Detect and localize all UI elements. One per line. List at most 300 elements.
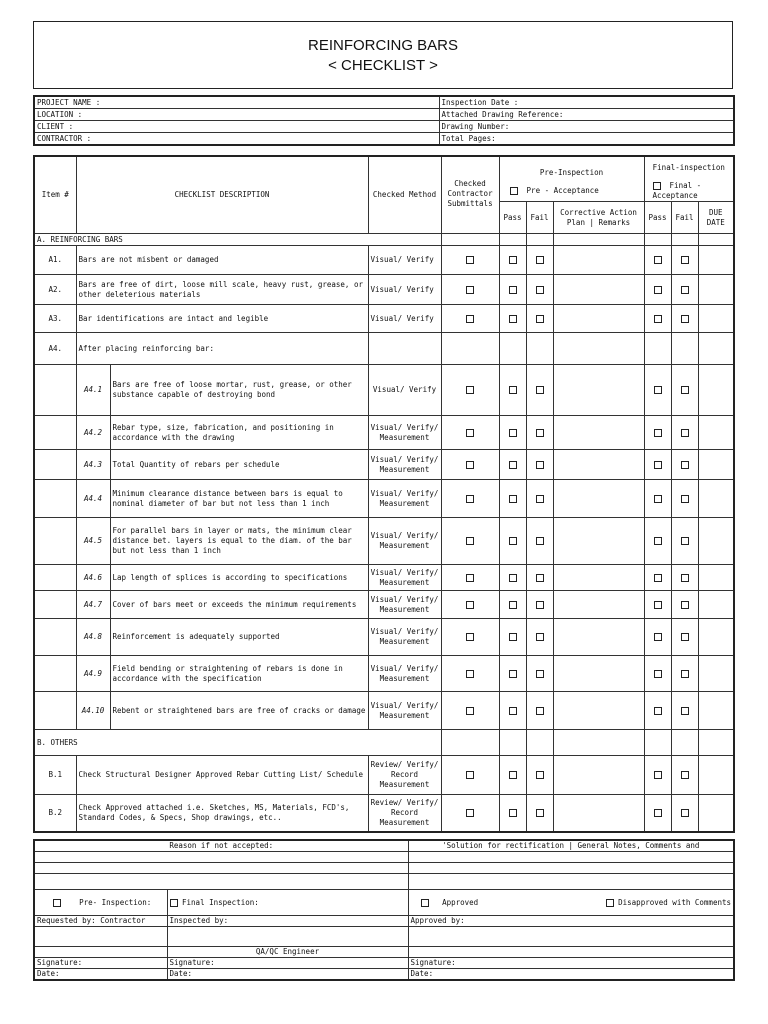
checkbox-icon[interactable] — [536, 537, 544, 545]
check-cell[interactable] — [644, 416, 671, 450]
checkbox-icon[interactable] — [466, 461, 474, 469]
item-number: A1. — [34, 246, 76, 275]
pre-inspection-option-label: Pre- Inspection: — [79, 897, 152, 907]
item-method: Visual/ Verify/ Measurement — [368, 692, 441, 730]
checkbox-icon[interactable] — [466, 429, 474, 437]
check-cell[interactable] — [526, 275, 553, 305]
checkbox-icon[interactable] — [681, 574, 689, 582]
checkbox-icon[interactable] — [654, 461, 662, 469]
corrective-cell[interactable] — [553, 275, 644, 305]
table-row — [34, 275, 734, 305]
checkbox-icon[interactable] — [466, 574, 474, 582]
check-cell[interactable] — [526, 480, 553, 518]
item-number: A4.9 — [76, 656, 110, 692]
checkbox-icon[interactable] — [681, 315, 689, 323]
table-row — [34, 795, 734, 832]
checkbox-icon[interactable] — [509, 537, 517, 545]
approved-by: Approved by: — [408, 916, 734, 927]
checkbox-icon[interactable] — [466, 495, 474, 503]
item-number: A4. — [34, 333, 76, 365]
check-cell[interactable] — [499, 591, 526, 619]
due-date-cell[interactable] — [698, 305, 734, 333]
check-cell[interactable] — [499, 756, 526, 795]
signature-approver[interactable]: Signature: — [408, 958, 734, 969]
checkbox-icon[interactable] — [536, 286, 544, 294]
item-method: Visual/ Verify/ Measurement — [368, 619, 441, 656]
item-description: Bars are not misbent or damaged — [76, 246, 368, 275]
item-method: Visual/ Verify/ Measurement — [368, 656, 441, 692]
check-cell[interactable] — [441, 565, 499, 591]
checkbox-icon[interactable] — [536, 633, 544, 641]
table-row — [34, 480, 734, 518]
checkbox-icon[interactable] — [466, 670, 474, 678]
info-total-pages: Total Pages: — [439, 133, 734, 146]
checkbox-icon[interactable] — [466, 256, 474, 264]
checkbox-icon[interactable] — [681, 771, 689, 779]
header-due-date: DUE DATE — [698, 202, 734, 234]
checkbox-icon[interactable] — [681, 461, 689, 469]
checkbox-icon[interactable] — [654, 809, 662, 817]
header-submittals: Checked Contractor Submittals — [441, 156, 499, 234]
check-cell[interactable] — [526, 619, 553, 656]
check-cell[interactable] — [644, 619, 671, 656]
item-number: A4.1 — [76, 365, 110, 416]
checkbox-icon[interactable] — [509, 809, 517, 817]
corrective-cell[interactable] — [553, 518, 644, 565]
item-number: A3. — [34, 305, 76, 333]
checkbox-icon[interactable] — [509, 574, 517, 582]
info-contractor: CONTRACTOR : — [34, 133, 439, 146]
check-cell[interactable] — [441, 518, 499, 565]
checkbox-icon[interactable] — [509, 707, 517, 715]
check-cell[interactable] — [644, 480, 671, 518]
checkbox-icon[interactable] — [466, 809, 474, 817]
corrective-cell[interactable] — [553, 619, 644, 656]
checkbox-icon[interactable] — [654, 537, 662, 545]
checkbox-icon[interactable] — [536, 771, 544, 779]
checkbox-icon[interactable] — [536, 256, 544, 264]
item-number: A4.2 — [76, 416, 110, 450]
checkbox-icon[interactable] — [466, 707, 474, 715]
final-acceptance-label: Final - Acceptance — [652, 181, 702, 200]
item-method: Visual/ Verify/ Measurement — [368, 518, 441, 565]
table-row — [34, 591, 734, 619]
checkbox-icon[interactable] — [53, 899, 61, 907]
checkbox-icon[interactable] — [681, 386, 689, 394]
checkbox-icon[interactable] — [536, 670, 544, 678]
item-description: Rebent or straightened bars are free of cracks or damage — [110, 692, 368, 730]
corrective-cell[interactable] — [553, 480, 644, 518]
item-number: B.1 — [34, 756, 76, 795]
table-row — [34, 416, 734, 450]
solution-label: 'Solution for rectification | General Notes, Comments and — [408, 840, 734, 852]
item-description: Minimum clearance distance between bars is equal to nominal diameter of bar but not less than 1 inch — [110, 480, 368, 518]
due-date-cell[interactable] — [698, 275, 734, 305]
checkbox-icon[interactable] — [681, 670, 689, 678]
check-cell[interactable] — [526, 246, 553, 275]
signature-contractor[interactable]: Signature: — [34, 958, 167, 969]
check-cell[interactable] — [671, 692, 698, 730]
checkbox-icon[interactable] — [509, 495, 517, 503]
corrective-cell[interactable] — [553, 591, 644, 619]
item-method: Visual/ Verify — [368, 275, 441, 305]
checkbox-icon[interactable] — [654, 601, 662, 609]
corrective-cell[interactable] — [553, 692, 644, 730]
table-row — [34, 365, 734, 416]
item-method: Visual/ Verify — [368, 365, 441, 416]
corrective-cell[interactable] — [553, 795, 644, 832]
checkbox-icon[interactable] — [654, 670, 662, 678]
checkbox-icon[interactable] — [466, 633, 474, 641]
checkbox-icon[interactable] — [509, 771, 517, 779]
check-cell[interactable] — [671, 365, 698, 416]
check-cell[interactable] — [441, 619, 499, 656]
info-project: PROJECT NAME : — [34, 96, 439, 109]
info-drawing-reference: Attached Drawing Reference: — [439, 109, 734, 121]
table-row — [34, 246, 734, 275]
checkbox-icon[interactable] — [510, 187, 518, 195]
checkbox-icon[interactable] — [170, 899, 178, 907]
inspected-by: Inspected by: — [167, 916, 408, 927]
check-cell[interactable] — [499, 795, 526, 832]
solution-line[interactable] — [408, 863, 734, 874]
due-date-cell[interactable] — [698, 450, 734, 480]
check-cell[interactable] — [526, 518, 553, 565]
check-cell[interactable] — [499, 305, 526, 333]
checkbox-icon[interactable] — [536, 707, 544, 715]
check-cell[interactable] — [526, 305, 553, 333]
check-cell[interactable] — [671, 756, 698, 795]
check-cell[interactable] — [441, 416, 499, 450]
checkbox-icon[interactable] — [466, 286, 474, 294]
approved-space[interactable] — [408, 927, 734, 947]
check-cell[interactable] — [644, 565, 671, 591]
checkbox-icon[interactable] — [509, 256, 517, 264]
checkbox-icon[interactable] — [654, 574, 662, 582]
header-description: CHECKLIST DESCRIPTION — [76, 156, 368, 234]
checkbox-icon[interactable] — [509, 386, 517, 394]
due-date-cell[interactable] — [698, 795, 734, 832]
solution-line[interactable] — [408, 852, 734, 863]
corrective-cell[interactable] — [553, 416, 644, 450]
checkbox-icon[interactable] — [466, 386, 474, 394]
item-description: Check Structural Designer Approved Rebar Cutting List/ Schedule — [76, 756, 368, 795]
check-cell[interactable] — [644, 656, 671, 692]
final-inspection-label: Final-inspection — [652, 163, 725, 172]
checkbox-icon[interactable] — [509, 286, 517, 294]
check-cell[interactable] — [526, 656, 553, 692]
checkbox-icon[interactable] — [654, 495, 662, 503]
checkbox-icon[interactable] — [681, 429, 689, 437]
corrective-cell[interactable] — [553, 365, 644, 416]
table-row — [34, 756, 734, 795]
check-cell[interactable] — [499, 275, 526, 305]
check-cell[interactable] — [644, 795, 671, 832]
check-cell[interactable] — [671, 246, 698, 275]
header-final-inspection — [644, 156, 734, 202]
checkbox-icon[interactable] — [536, 574, 544, 582]
title-box — [33, 21, 733, 89]
item-description: Bar identifications are intact and legible — [76, 305, 368, 333]
checkbox-icon[interactable] — [681, 256, 689, 264]
table-row — [34, 305, 734, 333]
page-subtitle: < CHECKLIST > — [328, 57, 438, 74]
check-cell[interactable] — [441, 692, 499, 730]
page-title: REINFORCING BARS — [307, 37, 458, 54]
pre-acceptance[interactable] — [502, 186, 642, 196]
item-number: B.2 — [34, 795, 76, 832]
corrective-cell[interactable] — [553, 450, 644, 480]
checkbox-icon[interactable] — [681, 633, 689, 641]
check-cell[interactable] — [671, 450, 698, 480]
check-cell[interactable] — [441, 756, 499, 795]
checkbox-icon[interactable] — [654, 256, 662, 264]
check-cell[interactable] — [671, 619, 698, 656]
check-cell[interactable] — [499, 518, 526, 565]
check-cell[interactable] — [644, 305, 671, 333]
check-cell[interactable] — [499, 450, 526, 480]
check-cell[interactable] — [526, 450, 553, 480]
checkbox-icon[interactable] — [654, 286, 662, 294]
due-date-cell[interactable] — [698, 692, 734, 730]
item-method: Review/ Verify/ Record Measurement — [368, 756, 441, 795]
item-description: Cover of bars meet or exceeds the minimum requirements — [110, 591, 368, 619]
check-cell[interactable] — [671, 656, 698, 692]
info-drawing-number: Drawing Number: — [439, 121, 734, 133]
project-info-table — [33, 95, 735, 146]
checklist-table — [33, 155, 735, 833]
info-location: LOCATION : — [34, 109, 439, 121]
item-number: A4.3 — [76, 450, 110, 480]
checkbox-icon[interactable] — [681, 809, 689, 817]
check-cell[interactable] — [441, 795, 499, 832]
check-cell[interactable] — [526, 591, 553, 619]
check-cell[interactable] — [644, 450, 671, 480]
checkbox-icon[interactable] — [509, 429, 517, 437]
check-cell[interactable] — [526, 756, 553, 795]
corrective-cell[interactable] — [553, 756, 644, 795]
checkbox-icon[interactable] — [654, 386, 662, 394]
due-date-cell[interactable] — [698, 756, 734, 795]
info-client: CLIENT : — [34, 121, 439, 133]
check-cell[interactable] — [644, 246, 671, 275]
checkbox-icon[interactable] — [509, 670, 517, 678]
check-cell[interactable] — [644, 756, 671, 795]
item-description: Lap length of splices is according to specifications — [110, 565, 368, 591]
check-cell[interactable] — [441, 480, 499, 518]
pre-inspection-label: Pre-Inspection — [539, 168, 604, 177]
header-method: Checked Method — [368, 156, 441, 234]
due-date-cell[interactable] — [698, 565, 734, 591]
requested-space[interactable] — [34, 947, 167, 958]
checkbox-icon[interactable] — [653, 182, 661, 190]
check-cell[interactable] — [526, 365, 553, 416]
checkbox-icon[interactable] — [536, 429, 544, 437]
check-cell[interactable] — [526, 692, 553, 730]
item-description: For parallel bars in layer or mats, the minimum clear distance bet. layers is equal to the diam. of the bar but not less than 1 inch — [110, 518, 368, 565]
checkbox-icon[interactable] — [421, 899, 429, 907]
checkbox-icon[interactable] — [509, 461, 517, 469]
due-date-cell[interactable] — [698, 656, 734, 692]
check-cell[interactable] — [644, 365, 671, 416]
pre-inspection-option[interactable] — [34, 890, 167, 916]
checkbox-icon[interactable] — [654, 707, 662, 715]
reason-line[interactable] — [34, 863, 408, 874]
final-inspection-option[interactable] — [167, 890, 408, 916]
check-cell[interactable] — [441, 275, 499, 305]
checkbox-icon[interactable] — [536, 386, 544, 394]
checkbox-icon[interactable] — [536, 461, 544, 469]
check-cell[interactable] — [499, 565, 526, 591]
table-row — [34, 518, 734, 565]
check-cell[interactable] — [644, 275, 671, 305]
item-method: Visual/ Verify/ Measurement — [368, 450, 441, 480]
item-description: Reinforcement is adequately supported — [110, 619, 368, 656]
inspected-space[interactable] — [167, 927, 408, 947]
table-row — [34, 692, 734, 730]
due-date-cell[interactable] — [698, 365, 734, 416]
checkbox-icon[interactable] — [509, 315, 517, 323]
check-cell[interactable] — [441, 365, 499, 416]
due-date-cell[interactable] — [698, 518, 734, 565]
item-number: A4.6 — [76, 565, 110, 591]
checkbox-icon[interactable] — [509, 601, 517, 609]
reason-line[interactable] — [34, 874, 408, 890]
corrective-cell[interactable] — [553, 565, 644, 591]
table-row — [34, 333, 734, 365]
checkbox-icon[interactable] — [536, 495, 544, 503]
checkbox-icon[interactable] — [536, 601, 544, 609]
check-cell[interactable] — [671, 275, 698, 305]
item-method: Visual/ Verify/ Measurement — [368, 565, 441, 591]
item-number: A4.5 — [76, 518, 110, 565]
check-cell[interactable] — [644, 591, 671, 619]
table-row — [34, 565, 734, 591]
check-cell[interactable] — [526, 416, 553, 450]
item-description: Bars are free of loose mortar, rust, grease, or other substance capable of destroying bond — [110, 365, 368, 416]
item-number: A4.4 — [76, 480, 110, 518]
date-inspector[interactable]: Date: — [167, 969, 408, 981]
section-a-title: A. REINFORCING BARS — [34, 234, 441, 246]
check-cell[interactable] — [671, 795, 698, 832]
header-pre-fail: Fail — [526, 202, 553, 234]
requested-by: Requested by: Contractor — [34, 916, 167, 927]
header-final-fail: Fail — [671, 202, 698, 234]
date-approver[interactable]: Date: — [408, 969, 734, 981]
check-cell[interactable] — [671, 518, 698, 565]
item-description: After placing reinforcing bar: — [76, 333, 368, 365]
check-cell[interactable] — [499, 480, 526, 518]
item-method: Visual/ Verify — [368, 305, 441, 333]
item-number: A4.7 — [76, 591, 110, 619]
checkbox-icon[interactable] — [536, 315, 544, 323]
check-cell[interactable] — [499, 692, 526, 730]
checkbox-icon[interactable] — [681, 537, 689, 545]
approved-space[interactable] — [408, 947, 734, 958]
check-cell[interactable] — [526, 795, 553, 832]
check-cell[interactable] — [441, 246, 499, 275]
item-description: Check Approved attached i.e. Sketches, MS, Materials, FCD's, Standard Codes, & Specs, Shop drawings, etc.. — [76, 795, 368, 832]
checkbox-icon[interactable] — [466, 315, 474, 323]
checkbox-icon[interactable] — [466, 771, 474, 779]
checkbox-icon[interactable] — [536, 809, 544, 817]
checkbox-icon[interactable] — [466, 601, 474, 609]
item-method: Visual/ Verify — [368, 246, 441, 275]
check-cell[interactable] — [671, 305, 698, 333]
due-date-cell[interactable] — [698, 480, 734, 518]
item-method: Visual/ Verify/ Measurement — [368, 416, 441, 450]
checkbox-icon[interactable] — [606, 899, 614, 907]
check-cell[interactable] — [644, 692, 671, 730]
corrective-cell[interactable] — [553, 305, 644, 333]
due-date-cell[interactable] — [698, 246, 734, 275]
item-method: Visual/ Verify/ Measurement — [368, 480, 441, 518]
checkbox-icon[interactable] — [654, 633, 662, 641]
item-description: Field bending or straightening of rebars is done in accordance with the specification — [110, 656, 368, 692]
item-method: Visual/ Verify/ Measurement — [368, 591, 441, 619]
check-cell[interactable] — [499, 416, 526, 450]
check-cell[interactable] — [671, 591, 698, 619]
item-number: A2. — [34, 275, 76, 305]
item-description: Rebar type, size, fabrication, and positioning in accordance with the drawing — [110, 416, 368, 450]
checkbox-icon[interactable] — [681, 286, 689, 294]
footer-table — [33, 839, 735, 981]
corrective-cell[interactable] — [553, 656, 644, 692]
due-date-cell[interactable] — [698, 619, 734, 656]
checkbox-icon[interactable] — [681, 495, 689, 503]
signature-inspector[interactable]: Signature: — [167, 958, 408, 969]
header-pre-pass: Pass — [499, 202, 526, 234]
item-number: A4.10 — [76, 692, 110, 730]
check-cell[interactable] — [499, 656, 526, 692]
solution-line[interactable] — [408, 874, 734, 890]
check-cell[interactable] — [671, 565, 698, 591]
checkbox-icon[interactable] — [681, 707, 689, 715]
item-description: Total Quantity of rebars per schedule — [110, 450, 368, 480]
header-corrective: Corrective Action Plan | Remarks — [553, 202, 644, 234]
check-cell[interactable] — [499, 246, 526, 275]
item-number: A4.8 — [76, 619, 110, 656]
check-cell[interactable] — [671, 480, 698, 518]
check-cell[interactable] — [441, 305, 499, 333]
check-cell[interactable] — [499, 619, 526, 656]
check-cell[interactable] — [441, 656, 499, 692]
due-date-cell[interactable] — [698, 416, 734, 450]
check-cell[interactable] — [499, 365, 526, 416]
checkbox-icon[interactable] — [466, 537, 474, 545]
check-cell[interactable] — [644, 518, 671, 565]
corrective-cell[interactable] — [553, 246, 644, 275]
checkbox-icon[interactable] — [654, 315, 662, 323]
checkbox-icon[interactable] — [509, 633, 517, 641]
check-cell[interactable] — [441, 450, 499, 480]
info-inspection-date: Inspection Date : — [439, 96, 734, 109]
final-acceptance[interactable] — [647, 181, 732, 201]
due-date-cell[interactable] — [698, 591, 734, 619]
date-contractor[interactable]: Date: — [34, 969, 167, 981]
checkbox-icon[interactable] — [654, 429, 662, 437]
checkbox-icon[interactable] — [654, 771, 662, 779]
disapproved-label: Disapproved with Comments — [618, 897, 732, 907]
qaqc-label: QA/QC Engineer — [167, 947, 408, 958]
header-pre-inspection — [499, 156, 644, 202]
checkbox-icon[interactable] — [681, 601, 689, 609]
check-cell[interactable] — [671, 416, 698, 450]
requested-space[interactable] — [34, 927, 167, 947]
reason-line[interactable] — [34, 852, 408, 863]
check-cell[interactable] — [526, 565, 553, 591]
check-cell[interactable] — [441, 591, 499, 619]
